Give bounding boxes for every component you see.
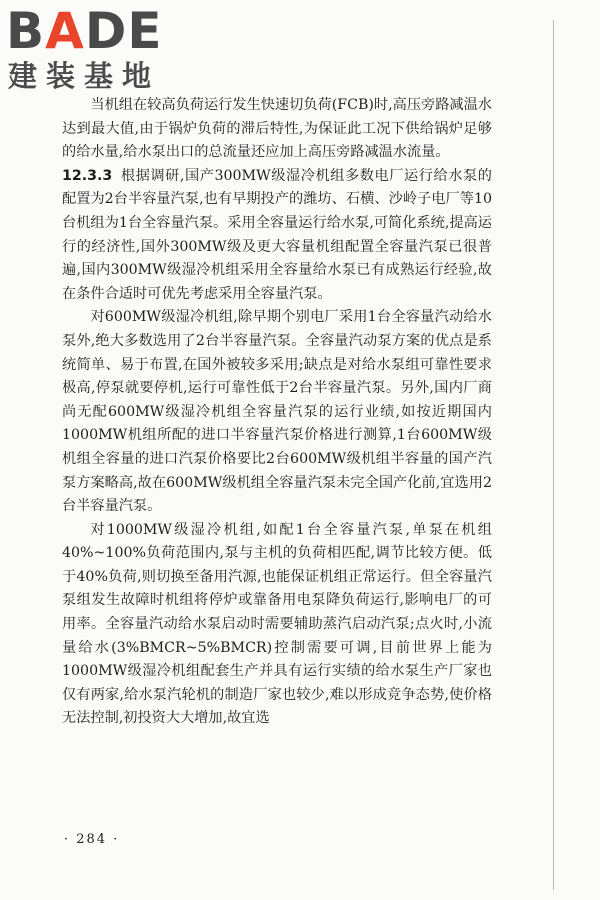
logo-subtitle: 建装基地	[8, 59, 161, 93]
paragraph-600mw	[62, 306, 492, 518]
logo-mark-accent: A	[45, 2, 85, 60]
section-number: 12.3.3	[62, 167, 113, 184]
logo-mark	[6, 4, 176, 58]
paragraph-text: 当机组在较高负荷运行发生快速切负荷(FCB)时,高压旁路减温水达到最大值,由于锅炉负荷的滞后特性,为保证此工况下供给锅炉足够的给水量,给水泵出口的总流量还应加上高压旁路减温水流量。	[62, 97, 492, 161]
page-edge-line	[553, 20, 554, 890]
paragraph-text: 对1000MW级湿冷机组,如配1台全容量汽泵,单泵在机组40%~100%负荷范围内,泵与主机的负荷相匹配,调节比较方便。低于40%负荷,则切换至备用汽源,也能保证机组正常运行。但全容量汽泵组发生故障时机组将停炉或靠备用电泵降负荷运行,影响电厂的可用率。全容量汽动给水泵启动时需要辅助蒸汽启动汽泵;点火时,小流量给水(3%BMCR~5%BMCR)控制需要可调,目前世界上能为1000MW级湿冷机组配套生产并具有运行实绩的给水泵生产厂家也仅有两家,给水泵汽轮机的制造厂家也较少,难以形成竞争态势,使价格无法控制,初投资大大增加,故宜选	[62, 521, 492, 727]
paragraph-text: 对600MW级湿冷机组,除早期个别电厂采用1台全容量汽动给水泵外,绝大多数选用了2台半容量汽泵。全容量汽动泵方案的优点是系统简单、易于布置,在国外被较多采用;缺点是对给水泵组可靠性要求极高,停泵就要停机,运行可靠性低于2台半容量汽泵。另外,国内厂商尚无配600MW级湿冷机组全容量汽泵的运行业绩,如按近期国内1000MW机组所配的进口半容量汽泵价格进行测算,1台600MW级机组全容量的进口汽泵价格要比2台600MW级机组半容量的国产汽泵方案略高,故在600MW级机组全容量汽泵未完全国产化前,宜选用2台半容量汽泵。	[62, 309, 492, 515]
body-text	[62, 94, 492, 731]
paragraph-1000mw	[62, 519, 492, 731]
watermark-logo	[6, 4, 176, 94]
logo-mark-suffix: DE	[84, 2, 163, 60]
paragraph-section-12-3-3	[62, 165, 492, 307]
logo-mark-prefix: B	[6, 2, 46, 60]
paragraph-text: 根据调研,国产300MW级湿冷机组多数电厂运行给水泵的配置为2台半容量汽泵,也有早期投产的潍坊、石横、沙岭子电厂等10台机组为1台全容量汽泵。采用全容量运行给水泵,可简化系统,提高运行的经济性,国外300MW级及更大容量机组配置全容量汽泵已很普遍,国内300MW级湿冷机组采用全容量给水泵已有成熟运行经验,故在条件合适时可优先考虑采用全容量汽泵。	[62, 167, 492, 302]
paragraph-fcb	[62, 94, 492, 165]
page-number: · 284 ·	[64, 832, 120, 847]
